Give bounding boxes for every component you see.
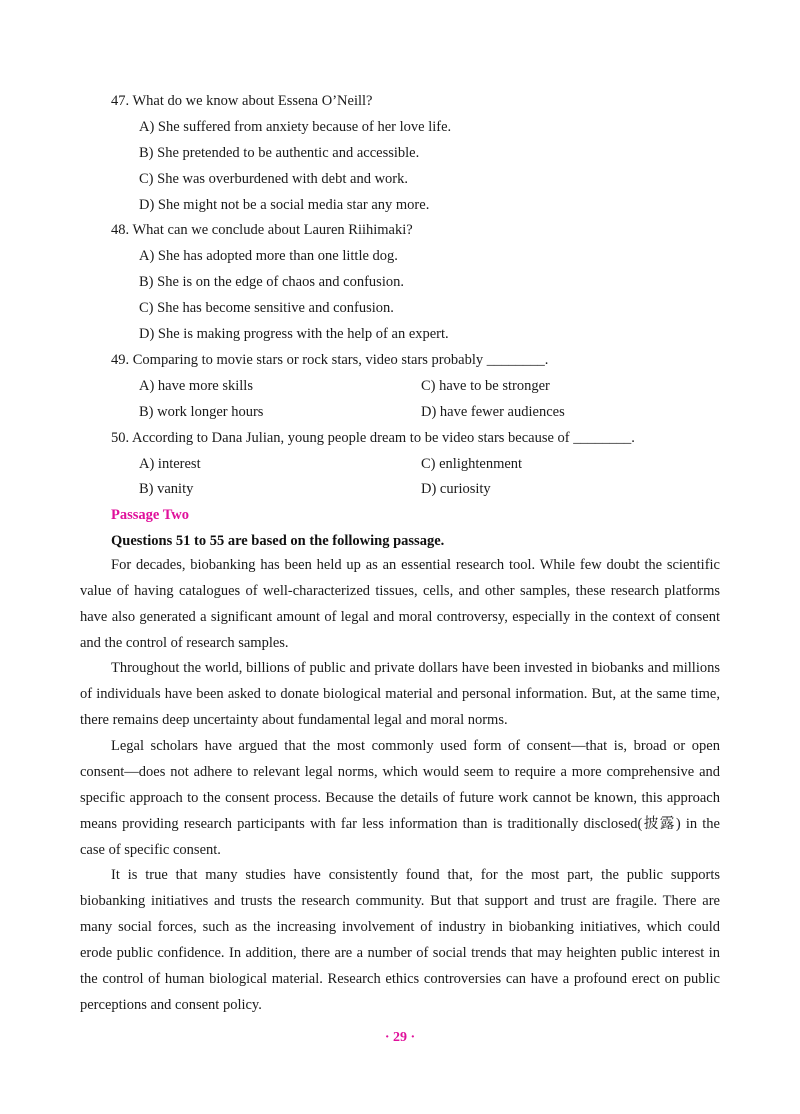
paragraph-2-text: Throughout the world, billions of public and private dollars have been invested in biobanks and millions of individuals have been asked to donate biological material and personal information. But, at the same time, there remains deep uncertainty about fundamental legal and moral norms.	[80, 660, 720, 728]
passage-paragraph-4	[80, 863, 720, 1018]
passage-paragraph-2	[80, 656, 720, 734]
paragraph-1-text: For decades, biobanking has been held up as an essential research tool. While few doubt the scientific value of having catalogues of well-characterized tissues, cells, and other samples, these research platforms have also generated a significant amount of legal and moral controversy, especially in the context of consent and the control of research samples.	[80, 557, 720, 651]
paragraph-4-text: It is true that many studies have consistently found that, for the most part, the public supports biobanking initiatives and trusts the research community. But that support and trust are fragile. There are many social forces, such as the increasing involvement of industry in biobanking initiatives, which could erode public confidence. In addition, there are a number of social trends that may heighten public interest in the control of human biological material. Research ethics controversies can have a profound erect on public perceptions and consent policy.	[80, 867, 720, 1013]
question-48-stem: 48. What can we conclude about Lauren Riihimaki?	[111, 222, 413, 238]
question-50-option-b: B) vanity	[139, 481, 194, 497]
question-48-option-c: C) She has become sensitive and confusion.	[139, 300, 394, 316]
question-50-stem: 50. According to Dana Julian, young people dream to be video stars because of ________.	[111, 430, 635, 446]
question-48-option-b: B) She is on the edge of chaos and confusion.	[139, 274, 404, 290]
question-49-option-d: D) have fewer audiences	[421, 404, 565, 420]
question-50-option-a: A) interest	[139, 456, 201, 472]
question-49-stem: 49. Comparing to movie stars or rock stars, video stars probably ________.	[111, 352, 549, 368]
question-49-option-a: A) have more skills	[139, 378, 253, 394]
passage-instruction: Questions 51 to 55 are based on the following passage.	[111, 533, 445, 549]
question-47-option-c: C) She was overburdened with debt and work.	[139, 171, 408, 187]
page-number: · 29 ·	[384, 1030, 416, 1045]
passage-paragraph-3	[80, 734, 720, 864]
question-47-option-d: D) She might not be a social media star any more.	[139, 197, 430, 213]
question-50-option-d: D) curiosity	[421, 481, 491, 497]
question-50-option-c: C) enlightenment	[421, 456, 523, 472]
passage-paragraph-1	[80, 553, 720, 657]
passage-title: Passage Two	[111, 507, 190, 523]
question-47-option-b: B) She pretended to be authentic and accessible.	[139, 145, 420, 161]
question-48-option-d: D) She is making progress with the help of an expert.	[139, 326, 449, 342]
paragraph-3-text: Legal scholars have argued that the most commonly used form of consent—that is, broad or open consent—does not adhere to relevant legal norms, which would seem to require a more comprehensive and specific approach to the consent process. Because the details of future work cannot be known, this approach means providing research participants with far less information than is traditionally disclosed(披露) in the case of specific consent.	[80, 738, 720, 858]
question-47-option-a: A) She suffered from anxiety because of her love life.	[139, 119, 452, 135]
question-49-option-b: B) work longer hours	[139, 404, 264, 420]
question-48-option-a: A) She has adopted more than one little dog.	[139, 248, 398, 264]
question-47-stem: 47. What do we know about Essena O’Neill?	[111, 93, 373, 109]
question-49-option-c: C) have to be stronger	[421, 378, 550, 394]
